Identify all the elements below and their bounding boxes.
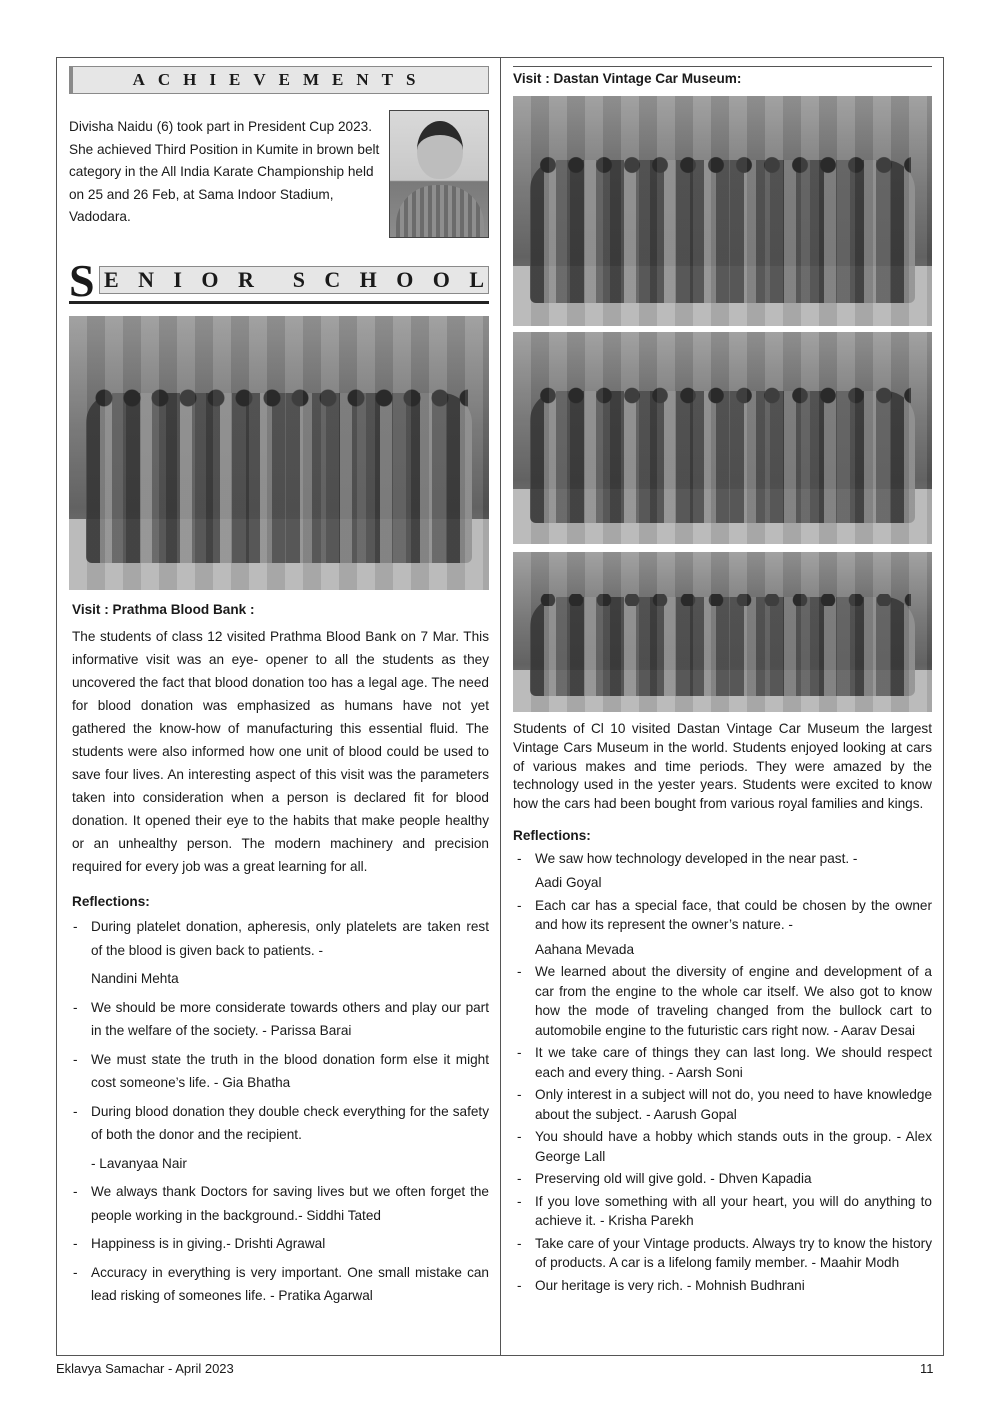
portrait-uniform bbox=[396, 185, 484, 238]
reflection-text: If you love something with all your heart, you will do anything to achieve it. - Krisha Parekh bbox=[535, 1193, 932, 1229]
bullet-dash: - bbox=[517, 1129, 522, 1145]
reflection-text: During blood donation they double check everything for the safety of both the donor and the recipient. bbox=[91, 1103, 489, 1142]
left-column bbox=[69, 66, 489, 1313]
heading-letter: H bbox=[359, 267, 377, 292]
reflection-text: Take care of your Vintage products. Always try to know the history of products. A car is a lifelong family member. - Maahir Modh bbox=[535, 1235, 932, 1271]
photo-ground bbox=[513, 266, 932, 326]
bullet-dash: - bbox=[517, 1277, 522, 1293]
senior-school-initial: S bbox=[69, 255, 95, 306]
blood-bank-reflections-list bbox=[69, 915, 489, 1308]
photo-heads bbox=[534, 156, 911, 174]
right-column bbox=[513, 66, 932, 1298]
blood-bank-visit-paragraph: The students of class 12 visited Prathma Blood Bank on 7 Mar. This informative visit was an eye- opener to all the students as they uncovered the fact that blood donation too has a legal age. The need for blood donation was emphasized as humans have not yet gathered the know-how of manufacturing this essential fluid. The students were also informed how one unit of blood could be used to save four lives. An interesting aspect of this visit was the parameters taken into consideration when a person is declared fit for blood donation. It opened their eye to the habits that make people healthy or an unhealthy person. The modern machinery and precision required for every job was a great learning for all. bbox=[72, 629, 489, 874]
bullet-dash: - bbox=[73, 1236, 78, 1251]
heading-letter: L bbox=[469, 267, 484, 292]
heading-letter: I bbox=[173, 267, 182, 292]
reflection-item bbox=[513, 1192, 932, 1231]
photo-ground bbox=[69, 519, 489, 590]
bullet-dash: - bbox=[517, 1193, 522, 1209]
senior-school-heading bbox=[69, 255, 489, 306]
student-portrait-photo bbox=[389, 110, 489, 238]
bullet-dash: - bbox=[517, 1087, 522, 1103]
bullet-dash: - bbox=[517, 964, 522, 980]
reflection-text: It we take care of things they can last long. We should respect each and every thing. - Aarsh Soni bbox=[535, 1045, 932, 1080]
reflection-text: Each car has a special face, that could be chosen by the owner and how its represent the owner’s nature. - bbox=[535, 897, 932, 933]
bullet-dash: - bbox=[73, 999, 78, 1015]
photo-heads bbox=[90, 387, 468, 409]
achievement-text: Divisha Naidu (6) took part in President Cup 2023. She achieved Third Position in Kumite in brown belt category in the All India Karate Championship held on 25 and 26 Feb, at Sama Indoor Stadium, Vadodara. bbox=[69, 119, 380, 225]
heading-letter: O bbox=[432, 267, 450, 292]
photo-ground bbox=[513, 670, 932, 712]
reflection-text: During platelet donation, apheresis, only platelets are taken rest of the blood is given back to patients. - bbox=[91, 919, 489, 958]
photo-ground bbox=[513, 489, 932, 544]
car-museum-photo-1 bbox=[513, 96, 932, 326]
bullet-dash: - bbox=[73, 919, 78, 934]
car-museum-photo-3 bbox=[513, 552, 932, 712]
reflection-item bbox=[513, 849, 932, 893]
heading-letter: R bbox=[237, 267, 254, 292]
heading-letter: S bbox=[292, 267, 305, 292]
car-museum-reflections-list bbox=[513, 849, 932, 1296]
reflection-item bbox=[513, 1043, 932, 1082]
achievement-block bbox=[69, 110, 489, 240]
achievements-heading: ACHIEVEMENTS bbox=[132, 70, 429, 89]
reflection-item bbox=[69, 915, 489, 991]
reflection-item bbox=[69, 996, 489, 1043]
reflection-author: - Lavanyaa Nair bbox=[91, 1155, 187, 1171]
bullet-dash: - bbox=[517, 1045, 522, 1061]
car-museum-visit-paragraph: Students of Cl 10 visited Dastan Vintage Car Museum the largest Vintage Cars Museum in the world. Students enjoyed looking at cars of various makes and time periods. They were amazed by the technology used in the yester years. Students were excited to know how the cars had been bought from various royal families and kings. bbox=[513, 721, 932, 812]
reflection-item bbox=[69, 1100, 489, 1176]
blood-bank-group-photo bbox=[69, 316, 489, 590]
reflection-item bbox=[69, 1261, 489, 1308]
blood-bank-reflections-title: Reflections: bbox=[72, 894, 150, 909]
blood-bank-visit-title: Visit : Prathma Blood Bank : bbox=[72, 602, 255, 617]
reflection-text: We learned about the diversity of engine and development of a car from the engine to the whole car itself. We also got to know how the mode of traveling changed from the bullock cart to automobile engine to the futuristic cars right now. - Aarav Desai bbox=[535, 964, 932, 1038]
reflection-author: Aadi Goyal bbox=[535, 875, 602, 891]
car-museum-reflections-title: Reflections: bbox=[513, 827, 591, 843]
bullet-dash: - bbox=[73, 1103, 78, 1119]
photo-students bbox=[530, 597, 916, 696]
bullet-dash: - bbox=[517, 897, 522, 913]
heading-letter: O bbox=[201, 267, 219, 292]
photo-heads bbox=[534, 387, 911, 404]
reflection-item bbox=[513, 1169, 932, 1189]
reflection-item bbox=[513, 962, 932, 1040]
reflection-item bbox=[69, 1180, 489, 1227]
bullet-dash: - bbox=[517, 1171, 522, 1187]
car-museum-visit-title: Visit : Dastan Vintage Car Museum: bbox=[513, 66, 932, 88]
reflection-text: Accuracy in everything is very important. One small mistake can lead risking of someones life. - Pratika Agarwal bbox=[91, 1264, 489, 1303]
reflection-text: Only interest in a subject will not do, you need to have knowledge about the subject. - Aarush Gopal bbox=[535, 1087, 932, 1122]
bullet-dash: - bbox=[517, 1235, 522, 1251]
reflection-text: Happiness is in giving.- Drishti Agrawal bbox=[91, 1236, 326, 1251]
photo-students bbox=[530, 391, 916, 522]
photo-heads bbox=[534, 594, 911, 607]
photo-students bbox=[86, 393, 472, 563]
reflection-text: We must state the truth in the blood donation form else it might cost someone’s life. - Gia Bhatha bbox=[91, 1051, 489, 1090]
heading-letter: O bbox=[396, 267, 414, 292]
reflection-item bbox=[513, 1276, 932, 1296]
achievements-heading-bar bbox=[69, 66, 489, 94]
reflection-text: Preserving old will give gold. - Dhven Kapadia bbox=[535, 1171, 812, 1187]
reflection-author: Aahana Mevada bbox=[535, 941, 635, 957]
column-divider bbox=[500, 57, 501, 1356]
car-museum-photo-2 bbox=[513, 332, 932, 544]
reflection-item bbox=[513, 1234, 932, 1273]
senior-school-letters bbox=[99, 266, 489, 294]
footer-publication: Eklavya Samachar - April 2023 bbox=[56, 1361, 234, 1376]
bullet-dash: - bbox=[73, 1051, 78, 1067]
portrait-head bbox=[417, 121, 463, 179]
photo-students bbox=[530, 160, 916, 303]
reflection-text: Our heritage is very rich. - Mohnish Budhrani bbox=[535, 1277, 805, 1293]
heading-letter: C bbox=[324, 267, 341, 292]
reflection-author: Nandini Mehta bbox=[91, 971, 179, 986]
reflection-item bbox=[69, 1232, 489, 1256]
reflection-item bbox=[513, 1085, 932, 1124]
bullet-dash: - bbox=[73, 1184, 78, 1199]
reflection-item bbox=[513, 896, 932, 960]
heading-letter: N bbox=[138, 267, 154, 292]
reflection-item bbox=[69, 1048, 489, 1095]
bullet-dash: - bbox=[517, 850, 522, 866]
reflection-text: You should have a hobby which stands outs in the group. - Alex George Lall bbox=[535, 1129, 932, 1164]
bullet-dash: - bbox=[73, 1264, 78, 1280]
reflection-text: We saw how technology developed in the near past. - bbox=[535, 850, 858, 866]
reflection-text: We should be more considerate towards others and play our part in the welfare of the society. - Parissa Barai bbox=[91, 999, 489, 1038]
footer-page-number: 11 bbox=[920, 1361, 934, 1376]
reflection-text: We always thank Doctors for saving lives but we often forget the people working in the background.- Siddhi Tated bbox=[91, 1184, 489, 1223]
reflection-item bbox=[513, 1127, 932, 1166]
heading-letter: E bbox=[104, 267, 119, 292]
